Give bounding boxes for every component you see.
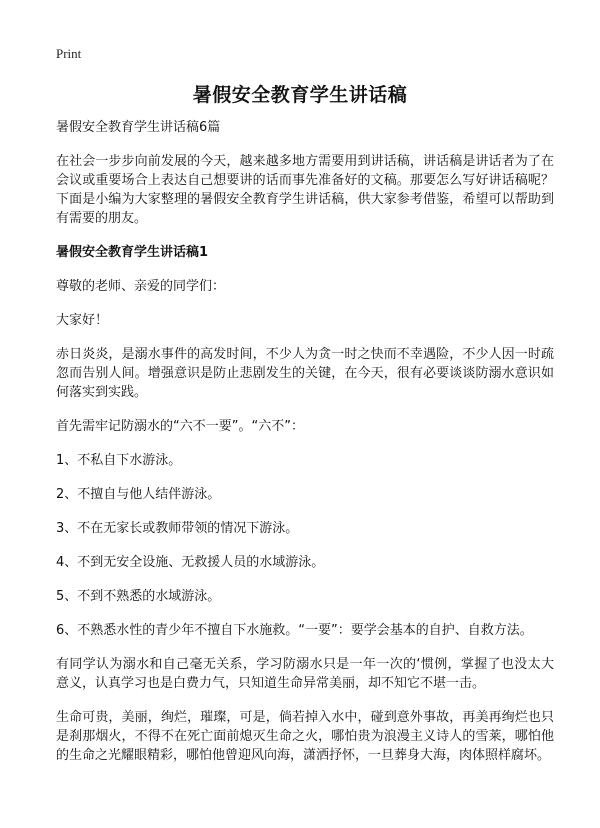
page-title: 暑假安全教育学生讲话稿 <box>192 84 408 106</box>
print-label[interactable]: Print <box>56 46 82 61</box>
list-item-1: 1、不私自下水游泳。 <box>56 453 182 468</box>
document-body <box>56 118 554 780</box>
intro-paragraph: 在社会一步步向前发展的今天，越来越多地方需要用到讲话稿，讲话稿是讲话者为了在会议或重要场合上表达自己想要讲的话而事先准备好的文稿。那要怎么写好讲话稿呢？下面是小编为大家整理的暑假安全教育学生讲话稿，供大家参考借鉴，希望可以帮助到有需要的朋友。 <box>56 154 554 226</box>
body-paragraph-2: 首先需牢记防溺水的“六不一要”。“六不”： <box>56 419 304 434</box>
hello-paragraph: 大家好！ <box>56 313 109 328</box>
list-item-3: 3、不在无家长或教师带领的情况下游泳。 <box>56 521 299 536</box>
list-item-2: 2、不擅自与他人结伴游泳。 <box>56 487 221 502</box>
body-paragraph-1: 赤日炎炎，是溺水事件的高发时间，不少人为贪一时之快而不幸遇险，不少人因一时疏忽而告别人间。增强意识是防止悲剧发生的关键，在今天，很有必要谈谈防溺水意识如何落实到实践。 <box>56 347 554 400</box>
section-heading: 暑假安全教育学生讲话稿1 <box>56 245 209 260</box>
list-item-6: 6、不熟悉水性的青少年不擅自下水施救。“一要”：要学会基本的自护、自救方法。 <box>56 623 533 638</box>
greeting-paragraph: 尊敬的老师、亲爱的同学们： <box>56 279 226 294</box>
body-paragraph-4: 生命可贵，美丽，绚烂，璀璨，可是，倘若掉入水中，碰到意外事故，再美再绚烂也只是刹那烟火，不得不在死亡面前熄灭生命之火，哪怕贵为浪漫主义诗人的雪莱，哪怕他的生命之光耀眼精彩，哪怕他曾迎风向海，潇洒抒怀，一旦葬身大海，肉体照样腐坏。 <box>56 710 554 763</box>
list-item-4: 4、不到无安全设施、无救援人员的水域游泳。 <box>56 555 325 570</box>
document-subtitle: 暑假安全教育学生讲话稿6篇 <box>56 120 221 135</box>
body-paragraph-3: 有同学认为溺水和自己毫无关系，学习防溺水只是一年一次的‘惯例，掌握了也没太大意义，认真学习也是白费力气，只知道生命异常美丽，却不知它不堪一击。 <box>56 657 554 691</box>
list-item-5: 5、不到不熟悉的水域游泳。 <box>56 589 221 604</box>
